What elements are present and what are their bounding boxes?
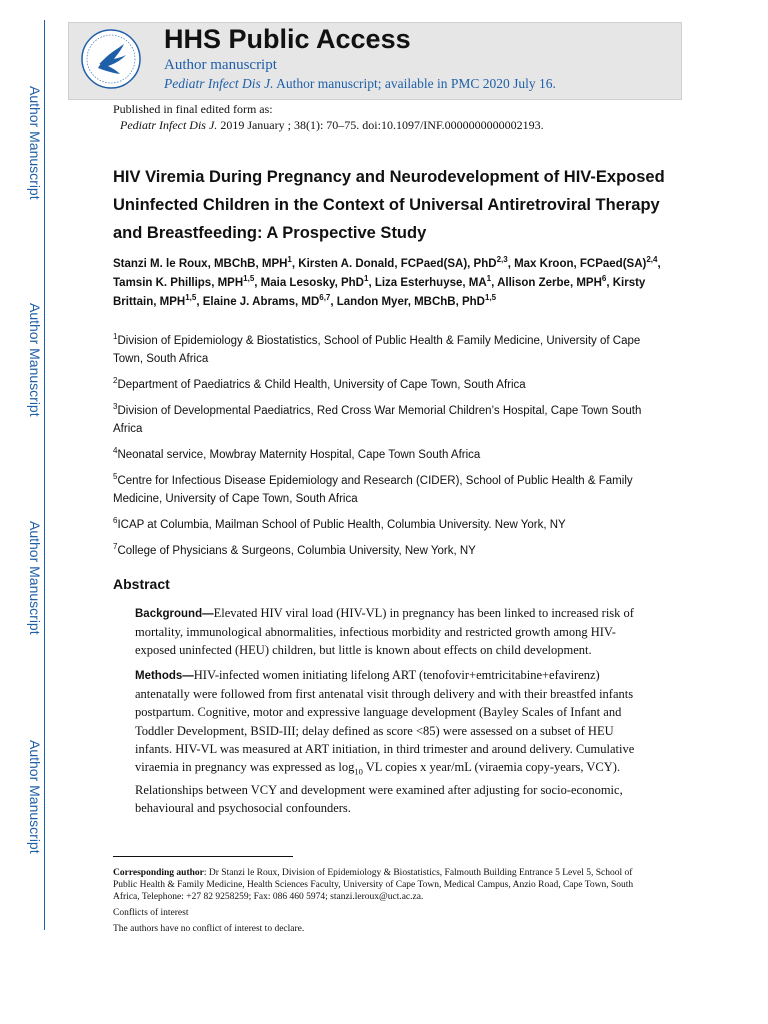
corresponding-author bbox=[113, 867, 658, 903]
affiliation-item bbox=[113, 542, 673, 560]
methods-text-cont: VL copies x year/mL (viraemia copy-years, VCY). Relationships between VCY and development were examined after adjusting for socio-economic, behavioural and psychosocial confounders. bbox=[135, 760, 623, 815]
affiliation-number: 4 bbox=[113, 446, 118, 456]
affiliation-item bbox=[113, 516, 673, 534]
header-availability: Author manuscript; available in PMC 2020 July 16. bbox=[276, 76, 556, 91]
author-affil-ref: 6 bbox=[601, 274, 607, 284]
header-journal-line bbox=[164, 76, 556, 92]
methods-label: Methods— bbox=[135, 670, 194, 682]
footnote bbox=[113, 867, 658, 935]
author-affil-ref: 6,7 bbox=[319, 293, 331, 303]
author-name: Kirsty Brittain, MPH bbox=[113, 277, 646, 308]
footnote-rule bbox=[113, 856, 293, 857]
background-label: Background— bbox=[135, 608, 214, 620]
affiliation-number: 3 bbox=[113, 402, 118, 412]
header-title: HHS Public Access bbox=[164, 24, 411, 54]
affiliation-list bbox=[113, 332, 673, 568]
abstract-methods bbox=[135, 666, 645, 817]
affiliation-text: College of Physicians & Surgeons, Columbia University, New York, NY bbox=[117, 545, 476, 557]
affiliation-text: Division of Epidemiology & Biostatistics, School of Public Health & Family Medicine, University of Cape Town, South Africa bbox=[113, 335, 641, 365]
published-block bbox=[113, 101, 544, 133]
sidebar-label: Author Manuscript bbox=[27, 303, 43, 417]
sidebar-label: Author Manuscript bbox=[27, 740, 43, 854]
affiliation-number: 7 bbox=[113, 542, 118, 552]
author-affil-ref: 1 bbox=[287, 255, 292, 265]
header-journal-name: Pediatr Infect Dis J. bbox=[164, 76, 274, 91]
affiliation-item bbox=[113, 332, 673, 368]
conflicts-heading: Conflicts of interest bbox=[113, 908, 189, 918]
author-name: Liza Esterhuyse, MA bbox=[374, 277, 487, 289]
methods-text: HIV-infected women initiating lifelong ART (tenofovir+emtricitabine+efavirenz) antenatally were followed from first antenatal visit through delivery and with their breastfed infants postpartum. Cognitive, motor and expressive language development (Bayley Scales of Infant and Toddler Development, BSID-III; delay defined as score <85) were assessed on a subset of HEU infants. HIV-VL was measured at ART initiation, in third trimester and around delivery. Cumulative viraemia in pregnancy was expressed as log bbox=[135, 668, 635, 775]
author-affil-ref: 1 bbox=[363, 274, 369, 284]
author-affil-ref: 1,5 bbox=[243, 274, 255, 284]
affiliation-item bbox=[113, 376, 673, 394]
author-name: Kirsten A. Donald, FCPaed(SA), PhD bbox=[298, 258, 497, 270]
published-label: Published in final edited form as: bbox=[113, 102, 273, 116]
hhs-eagle-seal-icon bbox=[80, 28, 142, 90]
sidebar-label: Author Manuscript bbox=[27, 86, 43, 200]
conflicts-text: The authors have no conflict of interest to declare. bbox=[113, 924, 305, 934]
author-affil-ref: 2,3 bbox=[496, 255, 508, 265]
methods-subscript: 10 bbox=[354, 766, 363, 777]
author-name: Landon Myer, MBChB, PhD bbox=[336, 296, 485, 308]
corresponding-author-label: Corresponding author bbox=[113, 868, 204, 878]
affiliation-text: Division of Developmental Paediatrics, Red Cross War Memorial Children’s Hospital, Cape Town South Africa bbox=[113, 405, 642, 435]
author-affil-ref: 2,4 bbox=[646, 255, 658, 265]
abstract-background bbox=[135, 604, 645, 660]
affiliation-number: 5 bbox=[113, 472, 118, 482]
background-text: Elevated HIV viral load (HIV-VL) in pregnancy has been linked to increased risk of mortality, immunological abnormalities, infectious morbidity and restricted growth among HIV-exposed uninfected (HEU) children, but little is known about effects on child development. bbox=[135, 606, 634, 658]
author-affil-ref: 1,5 bbox=[185, 293, 197, 303]
published-citation bbox=[113, 117, 544, 133]
affiliation-number: 6 bbox=[113, 516, 118, 526]
author-name: Max Kroon, FCPaed(SA) bbox=[514, 258, 647, 270]
published-citation-text: 2019 January ; 38(1): 70–75. doi:10.1097/INF.0000000000002193. bbox=[220, 118, 544, 132]
header-subtitle: Author manuscript bbox=[164, 57, 277, 73]
affiliation-item bbox=[113, 402, 673, 438]
affiliation-number: 2 bbox=[113, 376, 118, 386]
author-name: Elaine J. Abrams, MD bbox=[202, 296, 320, 308]
affiliation-text: Department of Paediatrics & Child Health, University of Cape Town, South Africa bbox=[117, 379, 526, 391]
affiliation-number: 1 bbox=[113, 332, 118, 342]
affiliation-text: ICAP at Columbia, Mailman School of Public Health, Columbia University. New York, NY bbox=[117, 519, 566, 531]
sidebar-rule bbox=[44, 20, 45, 930]
published-journal: Pediatr Infect Dis J. bbox=[120, 118, 218, 132]
author-name: Maia Lesosky, PhD bbox=[260, 277, 364, 289]
author-name: Tamsin K. Phillips, MPH bbox=[113, 277, 244, 289]
author-affil-ref: 1,5 bbox=[485, 293, 497, 303]
affiliation-text: Centre for Infectious Disease Epidemiology and Research (CIDER), School of Public Health & Family Medicine, University of Cape Town, South Africa bbox=[113, 475, 633, 505]
abstract-heading: Abstract bbox=[113, 576, 170, 592]
affiliation-item bbox=[113, 446, 673, 464]
author-name: Stanzi M. le Roux, MBChB, MPH bbox=[113, 258, 288, 270]
article-title: HIV Viremia During Pregnancy and Neurodevelopment of HIV-Exposed Uninfected Children in the Context of Universal Antiretroviral Therapy and Breastfeeding: A Prospective Study bbox=[113, 168, 665, 242]
affiliation-text: Neonatal service, Mowbray Maternity Hospital, Cape Town South Africa bbox=[117, 449, 481, 461]
author-list: Stanzi M. le Roux, MBChB, MPH$^1$, Kirsten A. Donald, FCPaed(SA), PhD$^{2,3}$, Max Kroon, FCPaed(SA)$^{2,4}$, Tamsin K. Phillips, MPH$^{1,5}$, Maia Lesosky, PhD$^1$, Liza Esterhuyse, $MA^1$, Allison Zerbe, MPH$^6$, Kirsty Brittain, MPH$^{1,5}$, Elaine J. Abrams, MD$^{6,7}$, Landon Myer, MBChB, PhD$^{1,5}$ bbox=[113, 255, 661, 308]
author-affil-ref: 1 bbox=[486, 274, 492, 284]
corresponding-author-text: : Dr Stanzi le Roux, Division of Epidemiology & Biostatistics, Falmouth Building Entrance 5 Level 5, School of Public Health & Family Medicine, Health Sciences Faculty, University of Cape Town, Medical Campus, Anzio Road, Cape Town, South Africa, Telephone: +27 82 9258259; Fax: 086 460 5974; stanzi.leroux@uct.ac.za. bbox=[113, 868, 634, 902]
author-name: Allison Zerbe, MPH bbox=[497, 277, 602, 289]
affiliation-item bbox=[113, 472, 673, 508]
sidebar-label: Author Manuscript bbox=[27, 521, 43, 635]
